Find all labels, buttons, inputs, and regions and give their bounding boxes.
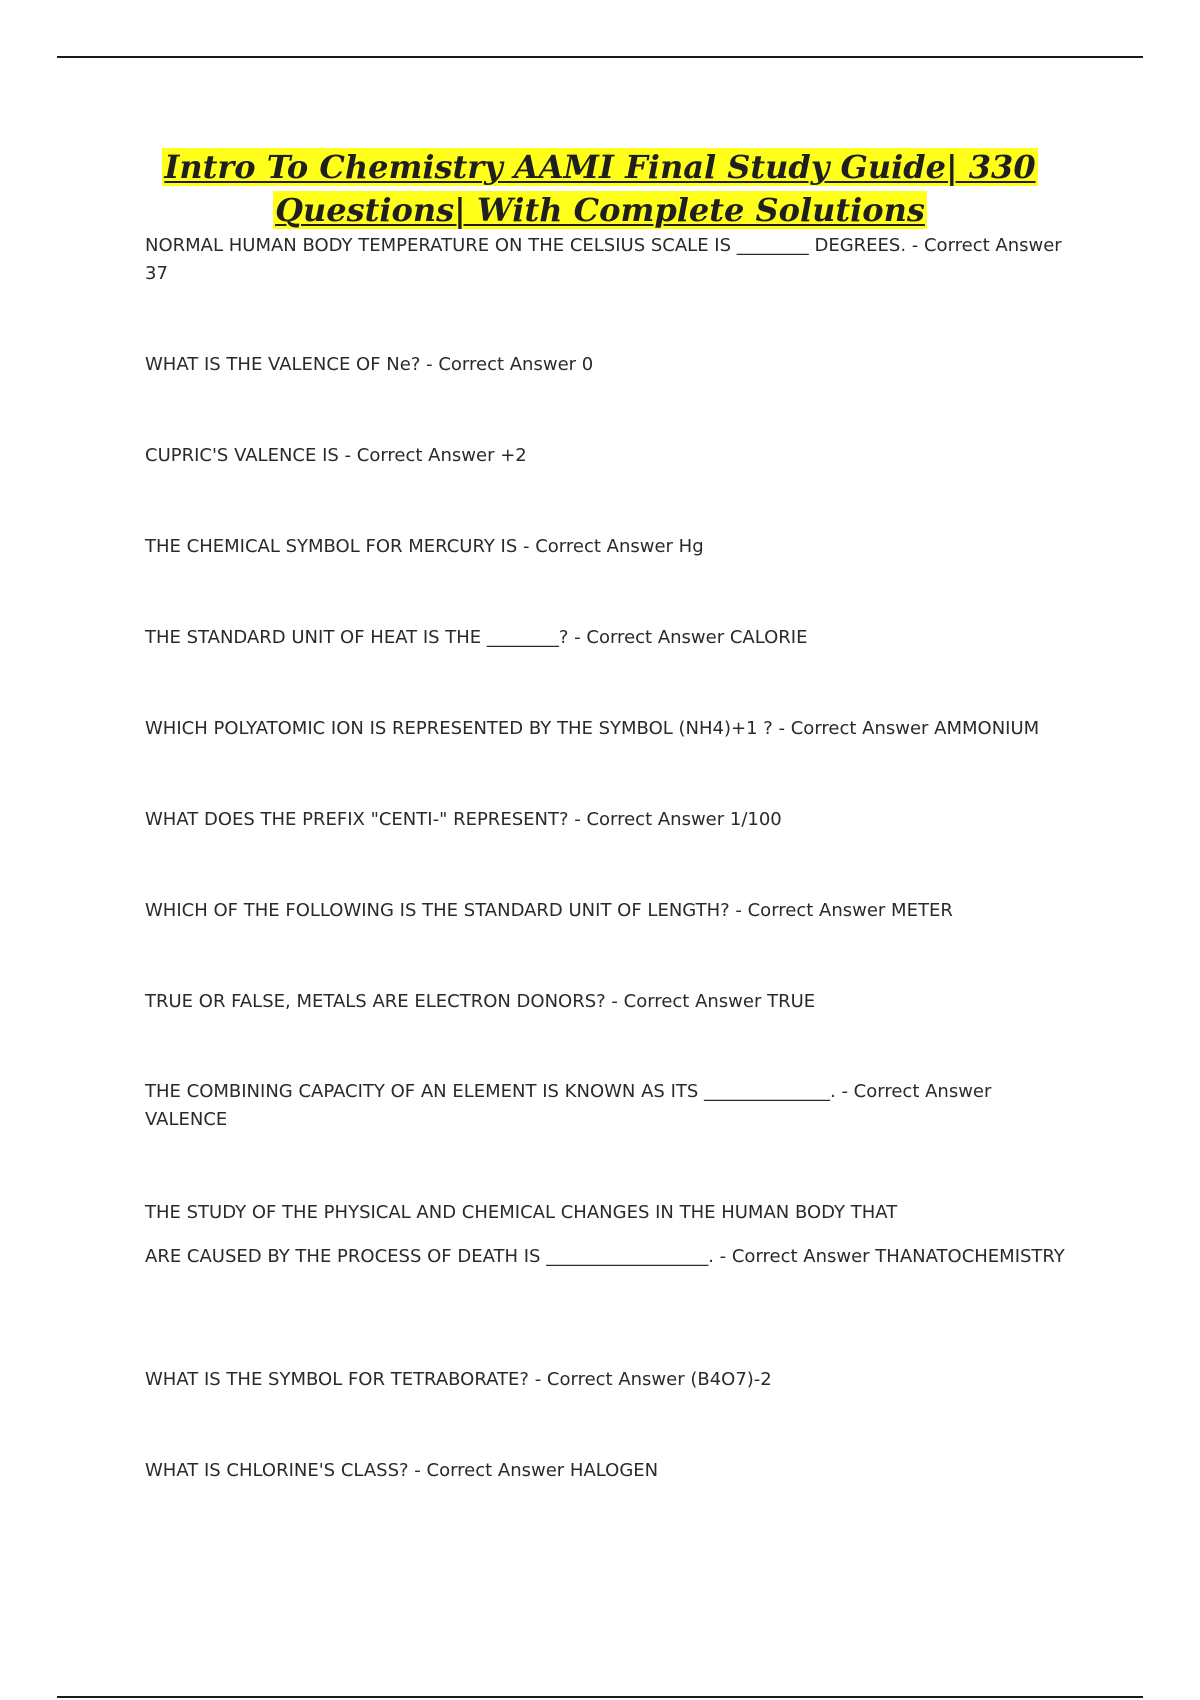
qa-item: THE COMBINING CAPACITY OF AN ELEMENT IS KNOWN AS ITS ______________. - Correct Answer VALENCE (145, 1081, 992, 1130)
qa-item: THE STANDARD UNIT OF HEAT IS THE ________? - Correct Answer CALORIE (145, 627, 808, 648)
document-title (0, 146, 1200, 232)
qa-item (145, 1199, 1070, 1271)
qa-item-line-2: ARE CAUSED BY THE PROCESS OF DEATH IS __________________. - Correct Answer THANATOCHEMISTRY (145, 1246, 1065, 1267)
qa-item: NORMAL HUMAN BODY TEMPERATURE ON THE CELSIUS SCALE IS ________ DEGREES. - Correct Answer 37 (145, 235, 1062, 284)
qa-item: TRUE OR FALSE, METALS ARE ELECTRON DONORS? - Correct Answer TRUE (145, 991, 816, 1012)
qa-item: WHICH POLYATOMIC ION IS REPRESENTED BY THE SYMBOL (NH4)+1 ? - Correct Answer AMMONIUM (145, 718, 1040, 739)
top-rule (57, 56, 1143, 58)
qa-item: WHAT IS CHLORINE'S CLASS? - Correct Answer HALOGEN (145, 1460, 659, 1481)
title-line-2: Questions| With Complete Solutions (275, 191, 925, 229)
qa-item: WHAT IS THE SYMBOL FOR TETRABORATE? - Correct Answer (B4O7)-2 (145, 1369, 772, 1390)
qa-item: THE CHEMICAL SYMBOL FOR MERCURY IS - Correct Answer Hg (145, 536, 704, 557)
qa-item: WHAT IS THE VALENCE OF Ne? - Correct Answer 0 (145, 354, 594, 375)
bottom-rule (57, 1696, 1143, 1698)
qa-item: CUPRIC'S VALENCE IS - Correct Answer +2 (145, 445, 527, 466)
qa-item: WHICH OF THE FOLLOWING IS THE STANDARD UNIT OF LENGTH? - Correct Answer METER (145, 900, 953, 921)
qa-item: WHAT DOES THE PREFIX "CENTI-" REPRESENT? - Correct Answer 1/100 (145, 809, 782, 830)
qa-item-line-1: THE STUDY OF THE PHYSICAL AND CHEMICAL CHANGES IN THE HUMAN BODY THAT (145, 1202, 898, 1223)
title-line-1: Intro To Chemistry AAMI Final Study Guide| 330 (164, 148, 1036, 186)
